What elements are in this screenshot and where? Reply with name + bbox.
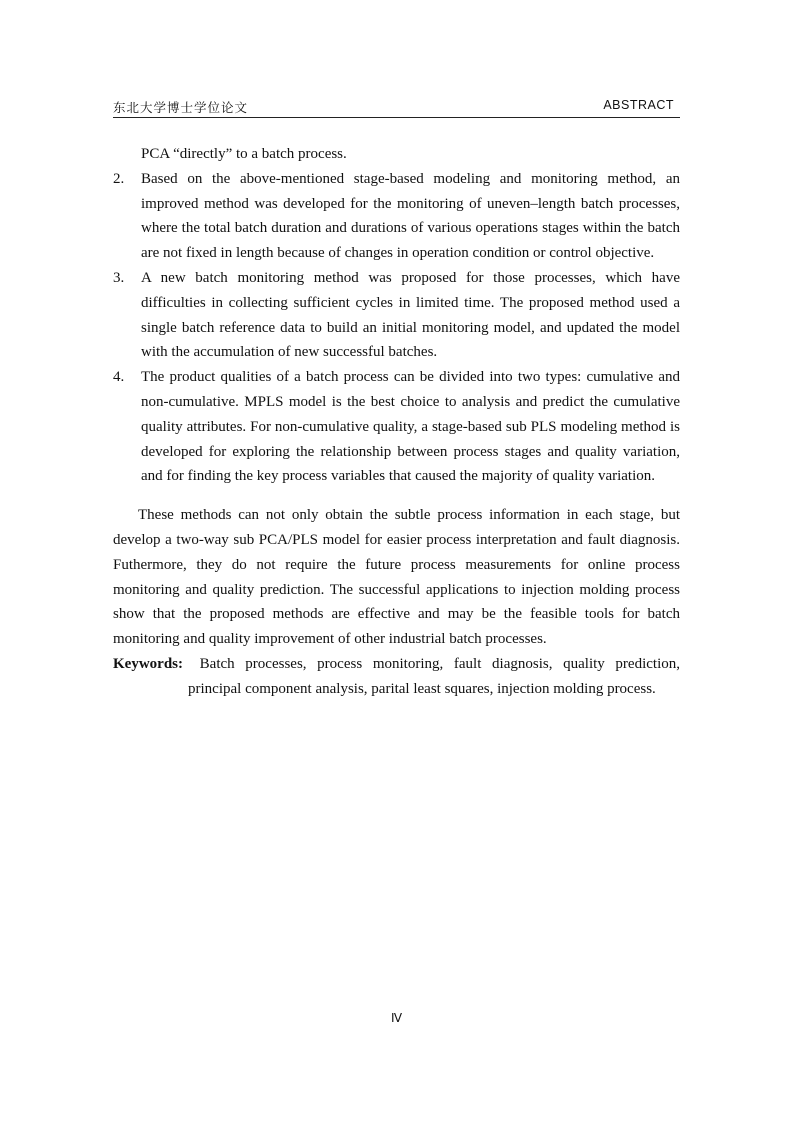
keywords-label: Keywords: bbox=[113, 655, 183, 672]
header-thesis-title: 东北大学博士学位论文 bbox=[113, 100, 249, 115]
page-number: Ⅳ bbox=[390, 1011, 403, 1025]
keywords-section bbox=[113, 652, 680, 702]
summary-paragraph: These methods can not only obtain the subtle process information in each stage, but develop a two-way sub PCA/PLS model for easier process interpretation and fault diagnosis. Futhermore, they do not require the future process measurements for online process monitoring and quality prediction. The successful applications to injection molding process show that the proposed methods are effective and may be the feasible tools for batch monitoring and quality improvement of other industrial batch processes. bbox=[113, 507, 680, 648]
list-item bbox=[113, 365, 680, 489]
list-item-text: Based on the above-mentioned stage-based modeling and monitoring method, an improved method was developed for the monitoring of uneven–length batch processes, where the total batch duration and durations of various operations stages within the batch are not fixed in length because of changes in operation condition or control objective. bbox=[141, 170, 680, 262]
list-item bbox=[113, 167, 680, 266]
list-item-number: 3. bbox=[113, 269, 125, 286]
page-header bbox=[113, 97, 680, 118]
list-item-number: 4. bbox=[113, 369, 125, 386]
list-item-text: A new batch monitoring method was proposed for those processes, which have difficulties in collecting sufficient cycles in limited time. The proposed method used a single batch reference data to build an initial monitoring model, and updated the model with the accumulation of new successful batches. bbox=[141, 269, 680, 361]
continuation-line: PCA “directly” to a batch process. bbox=[141, 146, 347, 162]
list-item-text: The product qualities of a batch process can be divided into two types: cumulative and non-cumulative. MPLS model is the best choice to analysis and predict the cumulative quality attributes. For non-cumulative quality, a stage-based sub PLS modeling method is developed for exploring the relationship between process stages and quality variation, and for finding the key process variables that caused the majority of quality variation. bbox=[141, 369, 680, 485]
keywords-text: Batch processes, process monitoring, fault diagnosis, quality prediction, principal component analysis, parital least squares, injection molding process. bbox=[188, 655, 680, 697]
abstract-body bbox=[113, 142, 680, 702]
list-item-number: 2. bbox=[113, 170, 125, 187]
list-item bbox=[113, 266, 680, 365]
header-section-title: ABSTRACT bbox=[603, 98, 674, 112]
